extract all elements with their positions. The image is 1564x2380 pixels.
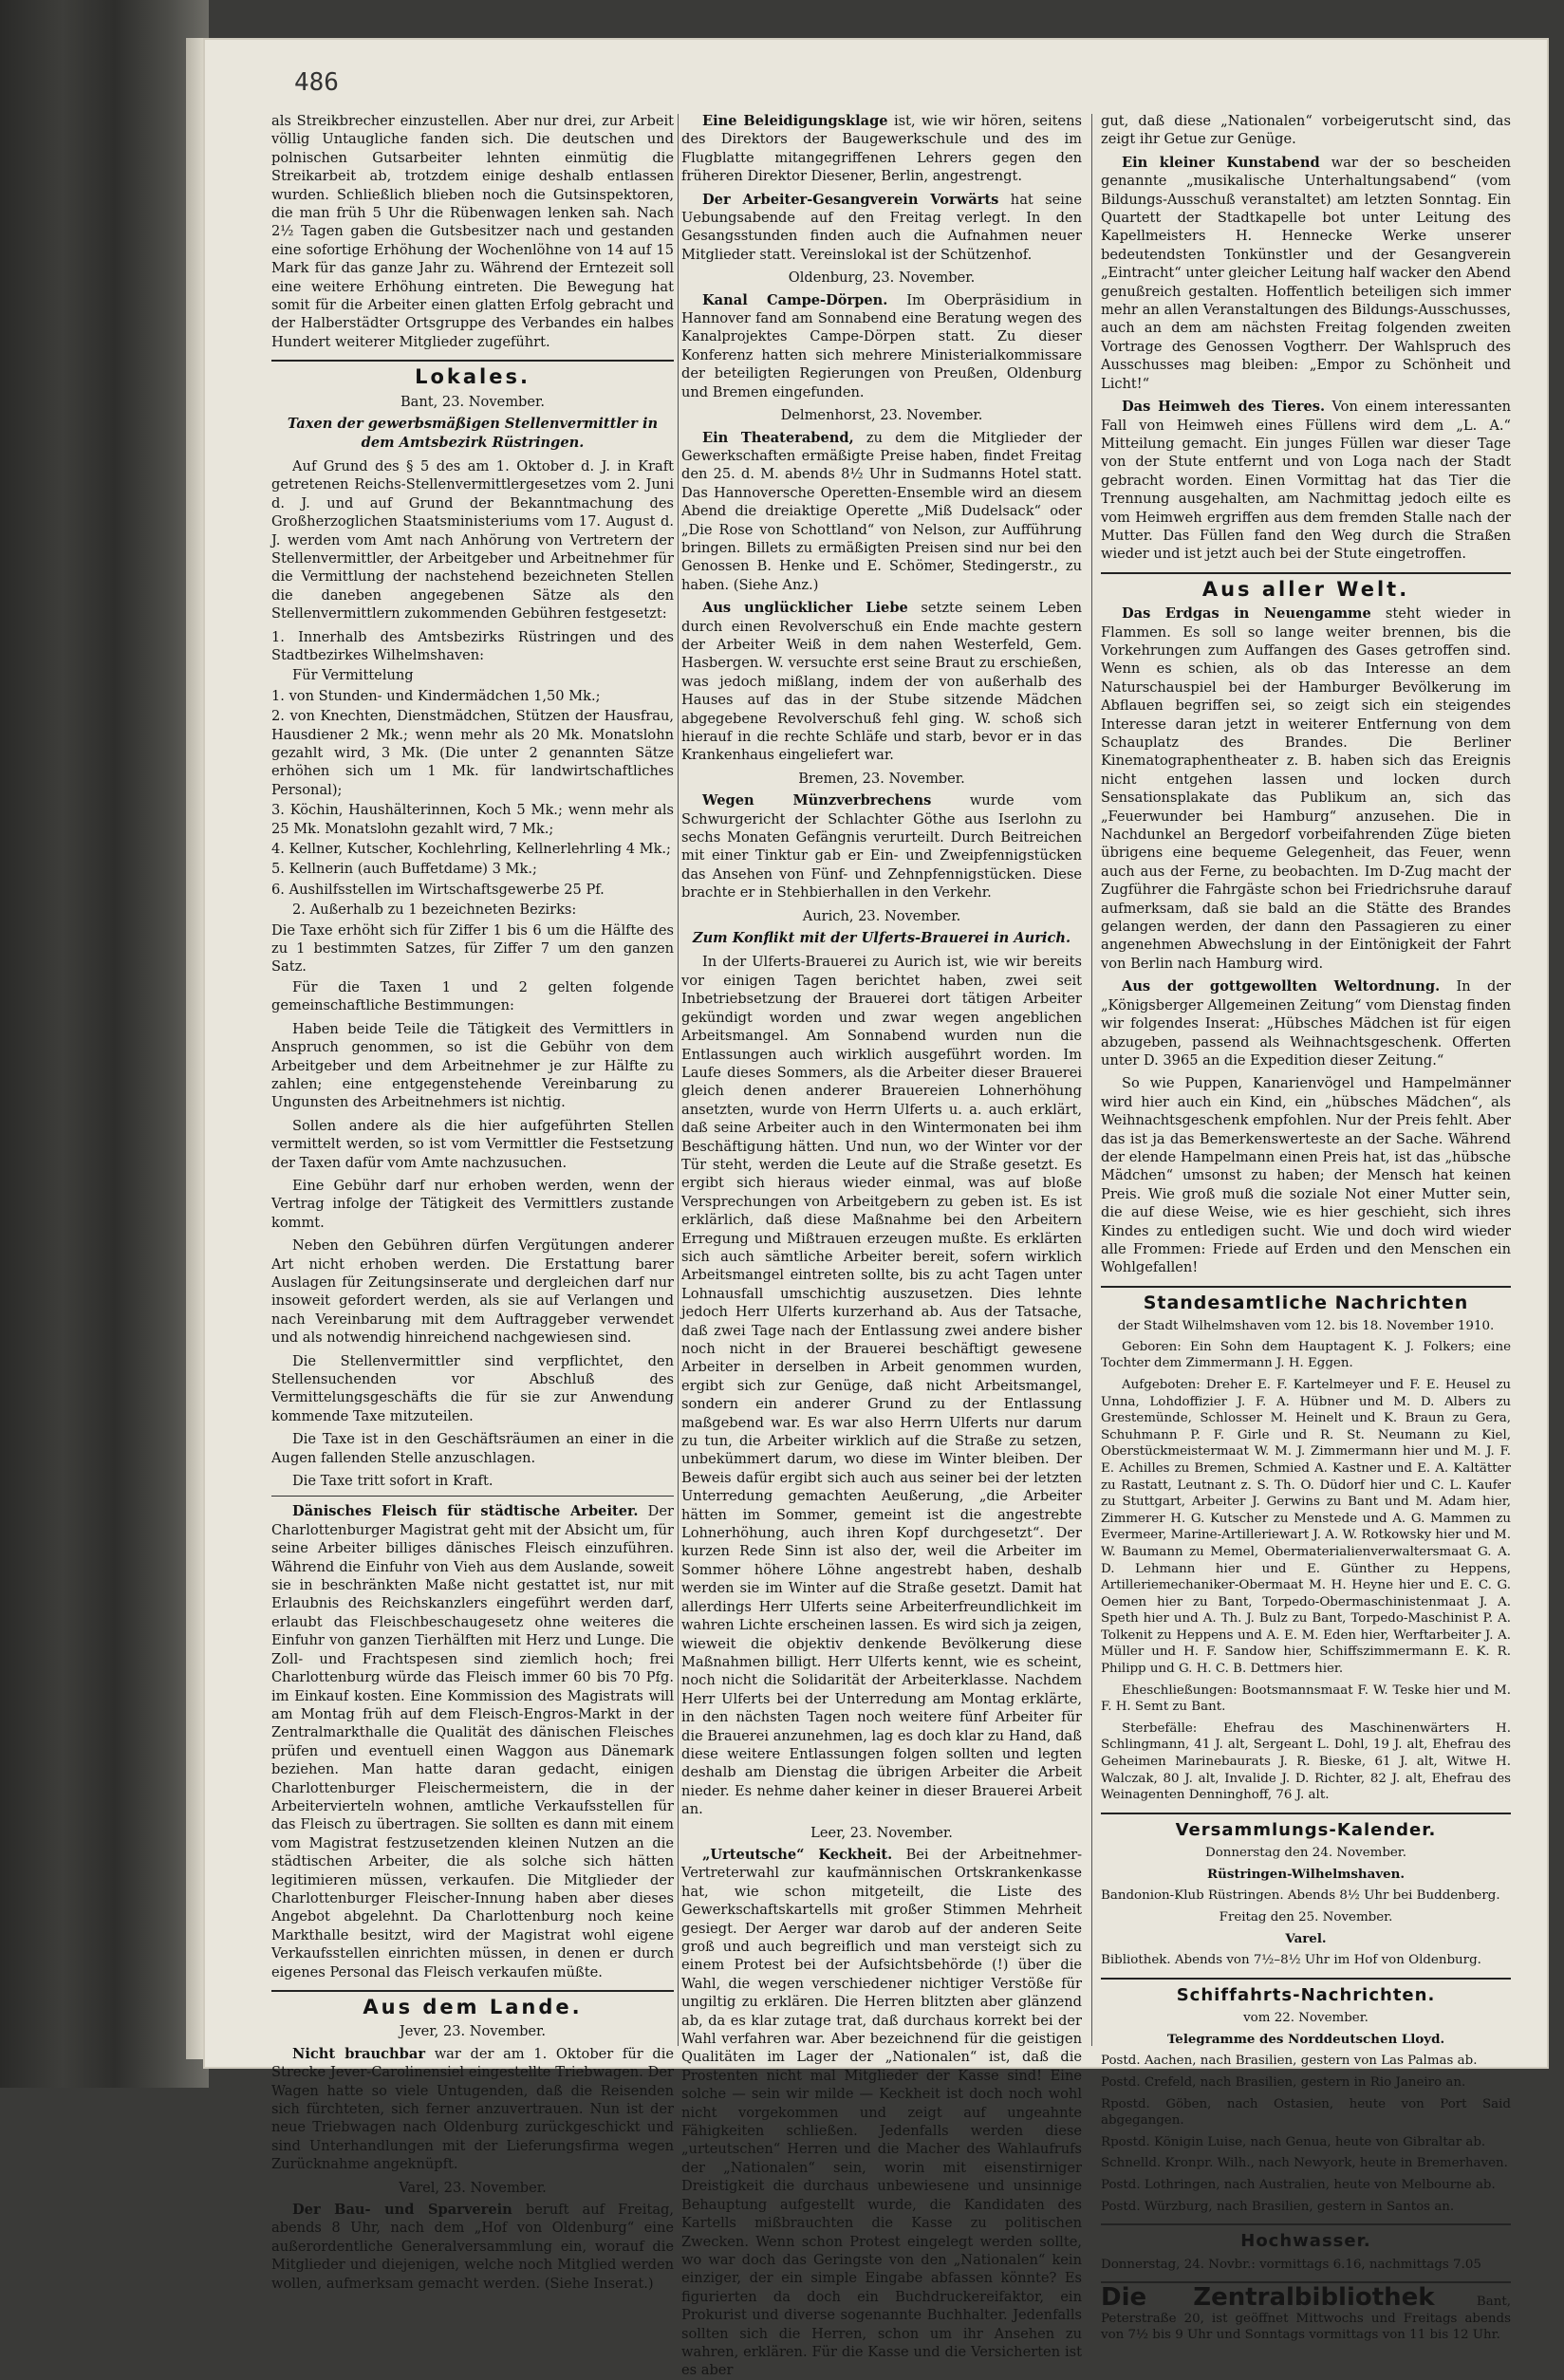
schiffahrt-line: Rpostd. Göben, nach Ostasien, heute von Port Said abgegangen. xyxy=(1101,2096,1511,2129)
versammlung-date: Donnerstag den 24. November. xyxy=(1204,1846,1406,1861)
jever-article xyxy=(271,2045,674,2174)
weltordnung-keyword: Aus der gottgewollten Weltordnung. xyxy=(1122,978,1441,995)
section-rule xyxy=(271,360,674,362)
standesamt-body xyxy=(1101,1339,1511,1804)
bestimmung: Neben den Gebühren dürfen Vergütungen anderer Art nicht erhoben werden. Die Erstattung barer Auslagen für Zeitungsinserate und dergleichen darf nur insoweit gefordert werden, als sie auf Verlangen und nach Vereinbarung mit dem Auftraggeber verwendet und als notwendig hinreichend nachgewiesen sind. xyxy=(271,1237,674,1347)
dateline-bant: Bant, 23. November. xyxy=(400,393,546,410)
standesamt-entry: Geboren: Ein Sohn dem Hauptagent K. J. Folkers; eine Tochter dem Zimmermann J. H. Eggen. xyxy=(1101,1339,1511,1371)
standesamt-entry: Eheschließungen: Bootsmannsmaat F. W. Teske hier und M. F. H. Semt zu Bant. xyxy=(1101,1683,1511,1715)
jever-keyword: Nicht brauchbar xyxy=(292,2045,426,2062)
versammlung-entry: Bandonion-Klub Rüstringen. Abends 8½ Uhr bei Buddenberg. xyxy=(1101,1888,1500,1904)
gesangverein-text: hat seine Uebungsabende auf den Freitag verlegt. In den Gesangsstunden finden auch die Aufnahmen neuer Mitglieder statt. Vereinslokal ist der Schützenhof. xyxy=(681,191,1083,263)
book-binding xyxy=(0,0,209,2088)
schiffahrt-body xyxy=(1101,2010,1511,2215)
schiffahrt-date: vom 22. November. xyxy=(1243,2011,1368,2026)
column-1 xyxy=(271,112,675,2292)
fleisch-text: Der Charlottenburger Magistrat geht mit der Absicht um, für seine Arbeiter billiges dänisches Fleisch einzuführen. Während die Einfuhr von Vieh aus dem Auslande, soweit sie in beschränkten Maße nicht gestattet ist, nur mit Erlaubnis des Reichskanzlers eingeführt werden darf, erlaubt das Fleischbeschaugesetz ohne weiteres die Einfuhr von ganzen Tierhälften mit Herz und Lunge. Die Zoll- und Frachtspesen sind ziemlich hoch; frei Charlottenburg würde das Fleisch immer 60 bis 70 Pfg. im Einkauf kosten. Eine Kommission des Magistrats will am Montag früh auf dem Fleisch-Engros-Markt in der Zentralmarkthalle die Qualität des dänischen Fleisches prüfen und eventuell einen Waggon aus Dänemark beziehen. Man hatte daran gedacht, einigen Charlottenburger Fleischermeistern, die in der Arbeitervierteln wohnen, amtliche Verkaufsstellen für das Fleisch zu übertragen. Sie sollten es dann mit einem vom Magistrat festzusetzenden kleinen Nutzen an die städtischen Arbeiter, die als solche sich hätten legitimieren müssen, verkaufen. Die Mitglieder der Charlottenburger Fleischer-Innung haben aber dieses Angebot abgelehnt. Da Charlottenburg noch keine Markthalle besitzt, wird der Magistrat wohl eigene Verkaufsstellen einrichten müssen, in denen er durch eigenes Personal das Fleisch verkaufen müßte. xyxy=(271,1503,674,1980)
aller-welt-heading: Aus aller Welt. xyxy=(1201,577,1410,601)
liebe-keyword: Aus unglücklicher Liebe xyxy=(702,600,908,617)
beleidigung-article xyxy=(681,112,1082,186)
leer-article xyxy=(681,1846,1082,2380)
column-3 xyxy=(1101,112,1512,2343)
lokales-heading: Lokales. xyxy=(415,365,531,389)
versammlung-body xyxy=(1101,1845,1511,1969)
standesamt-heading: Standesamtliche Nachrichten xyxy=(1143,1292,1469,1313)
column-divider xyxy=(1091,114,1092,2046)
ulferts-text: In der Ulferts-Brauerei zu Aurich ist, wie wir bereits vor einigen Tagen berichtet haben, zwei seit Inbetriebsetzung der Brauerei dort tätigen Arbeiter gekündigt worden und zwar wegen angeblichen Arbeitsmangel. Am Sonnabend wurden nun die Entlassungen auch wirklich ausgeführt worden. Im Laufe dieses Sommers, als die Arbeiter dieser Brauerei gleich denen anderer Brauereien Lohnerhöhung ansetzten, wurde von Herrn Ulferts u. a. auch erklärt, daß seine Arbeiter auch in den Wintermonaten bei ihm Beschäftigung hätten. Und nun, wo der Winter vor der Tür steht, werden die Leute auf die Straße gesetzt. Es ergibt sich hieraus wieder einmal, was auf bloße Versprechungen von Arbeitgebern zu geben ist. Es ist erklärlich, daß diese Maßnahme bei den Arbeitern Erregung und Mißtrauen erzeugen mußte. Es erklärten sich auch sämtliche Arbeiter bereit, sofern wirklich Arbeitsmangel eintreten sollte, bis zu acht Tagen unter Lohnausfall umschichtig auszusetzen. Dies lehnte jedoch Herr Ulferts kurzerhand ab. Aus der Tatsache, daß zwei Tage nach der Entlassung zwei andere bisher noch nicht in der Brauerei beschäftigt gewesene Arbeiter in derselben in Arbeit genommen wurden, ergibt sich zur Genüge, daß nicht Arbeitsmangel, sondern ein anderer Grund zu der Entlassung maßgebend war. Es war also Herrn Ulferts nur darum zu tun, die Arbeiter wirklich auf die Straße zu setzen, unbekümmert darum, wo diese im Winter bleiben. Der Beweis dafür ergibt sich auch aus seiner bei der letzten Unterredung gemachten Aeußerung, „die Arbeiter hätten im Sommer, gemeint ist die angestrebte Lohnerhöhung, auch ihren Kopf durchgesetzt“. Der kurzen Rede Sinn ist also der, weil die Arbeiter im Sommer höhere Löhne angestrebt haben, deshalb werden sie im Winter auf die Straße gesetzt. Damit hat allerdings Herr Ulferts seine Arbeiterfreundlichkeit im wahren Lichte erscheinen lassen. Es wird sich ja zeigen, wieweit die objektiv denkende Bevölkerung diese Maßnahmen billigt. Herr Ulferts kennt, wie es scheint, noch nicht die Solidarität der Arbeiterklasse. Nachdem Herr Ulferts bei der Unterredung am Montag erklärte, in den nächsten Tagen noch weitere fünf Arbeiter für die Brauerei anzunehmen, lag es doch klar zu Hand, daß diese weitere Entlassungen folgen sollten und legten deshalb am Dienstag die übrigen Arbeiter die Arbeit nieder. Es nehme daher keiner in dieser Brauerei Arbeit an. xyxy=(681,954,1082,1818)
fleisch-article xyxy=(271,1502,674,1981)
standesamt-entry: Aufgeboten: Dreher E. F. Kartelmeyer und F. E. Heusel zu Unna, Lohdoffizier J. F. A. Hübner und M. D. Albers zu Grestemünde, Schlosser M. Heinelt und K. Braun zu Gera, Schuhmann P. F. Girle und R. St. Neumann zu Kiel, Oberstückmeistermaat W. M. J. Zimmermann hier und M. J. F. E. Achilles zu Bremen, Schmied A. Kastner und E. A. Kaltätter zu Rastatt, Leutnant z. S. Th. O. Düdorf hier und C. L. Kaufer zu Stuttgart, Arbeiter J. Gerwins zu Bant und M. Adam hier, Zimmerer H. G. Kutscher zu Menstede und A. G. Mammen zu Evermeer, Marine-Artilleriewart J. A. W. Rotkowsky hier und M. W. Baumann zu Memel, Obermaterialienverwaltersmaat G. A. D. Lehmann hier und E. Günther zu Heppens, Artilleriemechaniker-Obermaat M. H. Heyne hier und E. C. G. Oemen hier zu Bant, Torpedo-Obermaschinistenmaat J. A. Speth hier und A. Th. J. Bulz zu Bant, Torpedo-Maschinist P. A. Tolkenit zu Heppens und A. E. M. Eden hier, Werftarbeiter J. A. Müller und H. F. Sandow hier, Schiffszimmermann E. K. R. Philipp und G. H. C. B. Dettmers hier. xyxy=(1101,1377,1511,1677)
schiffahrt-line: Schnelld. Kronpr. Wilh., nach Newyork, heute in Bremerhaven. xyxy=(1101,2156,1508,2171)
weltordnung-text-2: So wie Puppen, Kanarienvögel und Hampelmänner wird hier auch ein Kind, ein „hübsches Mädchen“, als Weihnachtsgeschenk empfohlen. Nur der Preis fehlt. Aber das ist ja das Bemerkenswerteste an der Sache. Während der elende Hampelmann einen Preis hat, ist das „hübsche Mädchen“ umsonst zu haben; der Mensch hat keinen Preis. Wie groß muß die soziale Not einer Mutter sein, die auf diese Weise, wie es hier geschieht, sich ihres Kindes zu entledigen sucht. Wie und doch wird wieder alle Frommen: Friede auf Erden und den Menschen ein Wohlgefallen! xyxy=(1101,1075,1511,1276)
taxen-item-2-text: Die Taxe erhöht sich für Ziffer 1 bis 6 um die Hälfte des zu 1 bestimmten Satzes, für Ziffer 7 um den ganzen Satz. xyxy=(271,921,674,976)
bestimmung: Haben beide Teile die Tätigkeit des Vermittlers in Anspruch genommen, so ist die Gebühr von dem Arbeitgeber und dem Arbeitnehmer je zur Hälfte zu zahlen; eine entgegenstehende Vereinbarung zu Ungunsten des Arbeitnehmers ist nichtig. xyxy=(271,1020,674,1111)
erdgas-keyword: Das Erdgas in Neuengamme xyxy=(1122,605,1371,623)
leer-text: Bei der Arbeitnehmer-Vertreterwahl zur kaufmännischen Ortskrankenkasse hat, wie schon mitgeteilt, die Liste des Gewerkschaftskartells mit großer Stimmen Mehrheit gesiegt. Der Aerger war darob auf der anderen Seite groß und auch begreiflich und man versteigt sich zu einem Protest bei der Aufsichtsbehörde (!) über die Wahl, die wegen verschiedener nichtiger Verstöße für ungiltig zu erklären. Die Herren blitzten aber glänzend ab, da es klar zutage trat, daß durchaus korrekt bei der Wahl verfahren war. Aber bezeichnend für die geistigen Qualitäten im Lager der „Nationalen“ ist, daß die Prostenten nicht mal Mitglieder der Kasse sind! Eine solche — sein wir milde — Keckheit ist doch noch wohl nicht vorgekommen und zeigt auf ungeahnte Fähigkeiten schließen. Jedenfalls werden diese „urteutschen“ Herren und die Macher des Wahlaufrufs der „Nationalen“ sein, worin mit eisenstirniger Dreistigkeit die durchaus unbewiesene und unsinnige Behauptung aufgestellt wurde, die Kandidaten des Kartells mißbrauchten die Kasse zu politischen Zwecken. Wenn schon Protest eingelegt werden sollte, wo war doch das Geringste von den „Nationalen“ kein einziger, der ein simple Eingabe abfassen könnte? Es figurierten da doch ein Buchdruckereifaktor, ein Prokurist und diverse sogenannte Buchhalter. Jedenfalls sollten sich die Herren, schon um ihr Ansehen zu wahren, erklären. Für die Kasse und die Versicherten ist es aber xyxy=(681,1846,1083,2379)
weltordnung-text: In der „Königsberger Allgemeinen Zeitung“ vom Dienstag finden wir folgendes Inserat: „Hübsches Mädchen ist für eigen abzugeben, passend als Weihnachtsgeschenk. Offerten unter D. 3965 an die Expedition dieser Zeitung.“ xyxy=(1101,978,1512,1069)
dateline-oldenburg: Oldenburg, 23. November. xyxy=(788,270,976,287)
standesamt-sub: der Stadt Wilhelmshaven vom 12. bis 18. November 1910. xyxy=(1117,1319,1495,1334)
zentralbibliothek-ad xyxy=(1101,2283,1511,2344)
taxen-line: 2. von Knechten, Dienstmädchen, Stützen der Hausfrau, Hausdiener 2 Mk.; wenn mehr als 20 Mk. Monatslohn gezahlt wird, 3 Mk. (Die unter 2 genannten Sätze erhöhen sich um 1 Mk. für landwirtschaftliches Personal); xyxy=(271,708,674,798)
schiffahrt-heading: Schiffahrts-Nachrichten. xyxy=(1176,1984,1436,2005)
varel-article xyxy=(271,2201,674,2293)
taxen-item-2: 2. Außerhalb zu 1 bezeichneten Bezirks: xyxy=(292,902,577,919)
jever-text: war der am 1. Oktober für die Strecke Jever-Carolinensiel eingestellte Triebwagen. Der Wagen hatte so viele Untugenden, daß die Reisenden sich fürchteten, sich ferner anzuvertrauen. Nun ist der neue Triebwagen nach Oldenburg zurückgeschickt und sind Unterhandlungen mit der Lieferungsfirma wegen Zurücknahme angeknüpft. xyxy=(271,2045,675,2173)
versammlung-place: Varel. xyxy=(1285,1930,1327,1946)
hochwasser-line: Donnerstag, 24. Novbr.: vormittags 6.16, nachmittags 7.05 xyxy=(1101,2257,1481,2272)
bestimmung: Eine Gebühr darf nur erhoben werden, wenn der Vertrag infolge der Tätigkeit des Vermittlers zustande kommt. xyxy=(271,1177,674,1231)
section-rule xyxy=(271,1990,674,1992)
zentralbibliothek-title: Die Zentralbibliothek xyxy=(1101,2283,1435,2313)
kanal-article xyxy=(681,291,1082,401)
schiffahrt-line: Rpostd. Königin Luise, nach Genua, heute von Gibraltar ab. xyxy=(1101,2134,1486,2149)
ulferts-title: Zum Konflikt mit der Ulferts-Brauerei in Aurich. xyxy=(692,930,1071,947)
fleisch-keyword: Dänisches Fleisch für städtische Arbeiter. xyxy=(292,1503,639,1520)
bestimmung: Die Taxe ist in den Geschäftsräumen an einer in die Augen fallenden Stelle anzuschlagen. xyxy=(271,1431,674,1466)
erdgas-article xyxy=(1101,604,1511,973)
newspaper-page xyxy=(203,38,1549,2379)
dateline-leer: Leer, 23. November. xyxy=(810,1824,953,1841)
schiffahrt-line: Postd. Crefeld, nach Brasilien, gestern in Rio Janeiro an. xyxy=(1101,2074,1466,2090)
section-rule xyxy=(1101,1813,1511,1814)
bestimmung: Die Stellenvermittler sind verpflichtet, den Stellensuchenden vor Abschluß des Vermittelungsgeschäfts die für sie zur Anwendung kommende Taxe mitzuteilen. xyxy=(271,1352,674,1424)
zentralbibliothek-text: Bant, Peterstraße 20, ist geöffnet Mittwochs und Freitags abends von 7½ bis 9 Uhr und Sonntags vormittags von 11 bis 12 Uhr. xyxy=(1101,2295,1511,2343)
section-rule xyxy=(1101,572,1511,574)
column-divider xyxy=(678,114,679,2046)
page-number: 486 xyxy=(294,68,339,97)
versammlung-date: Freitag den 25. November. xyxy=(1219,1910,1393,1924)
muenz-text: wurde vom Schwurgericht der Schlachter Göthe aus Iserlohn zu sechs Monaten Gefängnis verurteilt. Durch Beitreichen mit einer Tinktur gab er Ein- und Zweipfennigstücken das Ansehen von Fünf- und Zehnpfennigstücken. Diese brachte er in Stehbierhallen in den Verkehr. xyxy=(681,792,1082,902)
kanal-keyword: Kanal Campe-Dörpen. xyxy=(702,291,888,308)
bestimmung: Die Taxe tritt sofort in Kraft. xyxy=(292,1473,493,1490)
strike-article-end: als Streikbrecher einzustellen. Aber nur drei, zur Arbeit völlig Untaugliche fanden sich. Die deutschen und polnischen Gutsarbeiter lehnten einmütig die Streikarbeit ab, trotzdem einige deshalb entlassen wurden. Schließlich blieben noch die Gutsinspektoren, die man früh 5 Uhr die Rübenwagen lenken sah. Nach 2½ Tagen gaben die Gutsbesitzer nach und gestanden eine sofortige Erhöhung der Wochenlöhne von 14 auf 15 Mark für das ganze Jahr zu. Während der Erntezeit soll eine weitere Erhöhung eintreten. Die Bewegung hat somit für die Arbeiter einen glatten Erfolg gebracht und der Halberstädter Ortsgruppe des Verbandes ein halbes Hundert weiterer Mitglieder zugeführt. xyxy=(271,113,674,350)
dateline-jever: Jever, 23. November. xyxy=(399,2023,547,2040)
beleidigung-text: ist, wie wir hören, seitens des Direktors der Baugewerkschule und des im Flugblatte mitangegriffenen Lehrers gegen den früheren Direktor Diesener, Berlin, angestrengt. xyxy=(681,113,1082,185)
dateline-bremen: Bremen, 23. November. xyxy=(798,770,965,787)
varel-text: beruft auf Freitag, abends 8 Uhr, nach dem „Hof von Oldenburg“ eine außerordentliche Generalversammlung ein, worauf die Mitglieder und diejenigen, welche noch Mitglied werden wollen, aufmerksam gemacht werden. (Siehe Inserat.) xyxy=(271,2202,674,2292)
hochwasser-heading: Hochwasser. xyxy=(1240,2231,1371,2252)
bestimmung: Sollen andere als die hier aufgeführten Stellen vermittelt werden, so ist vom Vermittler die Festsetzung der Taxen dafür vom Amte nachzusuchen. xyxy=(271,1117,674,1171)
taxen-line: 5. Kellnerin (auch Buffetdame) 3 Mk.; xyxy=(271,861,537,878)
dateline-aurich: Aurich, 23. November. xyxy=(802,907,961,924)
theater-article xyxy=(681,429,1082,595)
heimweh-text: Von einem interessanten Fall von Heimweh eines Füllens wird dem „L. A.“ Mitteilung gemacht. Ein junges Füllen war dieser Tage von der Stute entfernt und von Loga nach der Stadt gebracht worden. Einen Vormittag hat das Tier die Trennung ausgehalten, am Nachmittag jedoch eilte es vom Heimweh ergriffen aus dem fremden Stalle nach der Mutter. Das Füllen fand den Weg durch die Straßen wieder und ist jetzt auch bei der Stute eingetroffen. xyxy=(1101,399,1511,563)
kunstabend-text: war der so bescheiden genannte „musikalische Unterhaltungsabend“ (vom Bildungs-Ausschuß veranstaltet) am letzten Sonntag. Ein Quartett der Stadtkapelle bot unter Leitung des Kapellmeisters H. Hennecke Werke unserer bedeutendsten Tonkünstler und der Gesangverein „Eintracht“ unter gleicher Leitung half wacker den Abend genußreich gestalten. Hoffentlich beteiligen sich immer mehr an allen Veranstaltungen des Bildungs-Ausschusses, auch an dem am nächsten Freitag folgenden zweiten Vortrage des Genossen Vogtherr. Der Wahlspruch des Ausschusses mag bleiben: „Empor zu Schönheit und Licht!“ xyxy=(1101,154,1512,392)
taxen-intro: Auf Grund des § 5 des am 1. Oktober d. J. in Kraft getretenen Reichs-Stellenvermittlergesetzes vom 2. Juni d. J. und auf Grund der Bekanntmachung des Großherzoglichen Staatsministeriums vom 17. August d. J. werden vom Amt nach Anhörung von Vertretern der Stellenvermittler, der Arbeitgeber und Arbeitnehmer für die Vermittlung der nachstehend bezeichneten Stellen die daneben angegebenen Sätze als den Stellenvermittlern zukommenden Gebühren festgesetzt: xyxy=(271,457,674,623)
section-rule xyxy=(1101,2223,1511,2225)
heimweh-article xyxy=(1101,398,1511,564)
column-2 xyxy=(681,112,1083,2379)
schiffahrt-line: Postd. Aachen, nach Brasilien, gestern von Las Palmas ab. xyxy=(1101,2054,1478,2069)
theater-text: zu dem die Mitglieder der Gewerkschaften ermäßigte Preise haben, findet Freitag den 25. d. M. abends 8½ Uhr in Sudmanns Hotel statt. Das Hannoversche Operetten-Ensemble wird an diesem Abend die dreiaktige Operette „Miß Dudelsack“ oder „Die Rose von Schottland“ von Nelson, zur Aufführung bringen. Billets zu ermäßigten Preisen sind nur bei den Genossen B. Henke und E. Schömer, Stedingerstr., zu haben. (Siehe Anz.) xyxy=(681,429,1082,593)
liebe-text: setzte seinem Leben durch einen Revolverschuß ein Ende machte gestern der Arbeiter Weiß in dem nahen Westerfeld, Gem. Hasbergen. W. versuchte erst seine Braut zu erschießen, was jedoch mißlang, indem der von außerhalb des Hauses auf das in der Stube sitzende Mädchen abgegebene Revolverschuß fehl ging. W. schoß sich hierauf in die rechte Schläfe und starb, bevor er in das Krankenhaus eingeliefert war. xyxy=(681,600,1082,764)
lande-heading: Aus dem Lande. xyxy=(363,1996,583,2018)
taxen-list xyxy=(271,628,674,976)
muenz-article xyxy=(681,791,1082,902)
dateline-delmenhorst: Delmenhorst, 23. November. xyxy=(780,407,983,424)
article-divider xyxy=(271,1496,674,1497)
kunstabend-keyword: Ein kleiner Kunstabend xyxy=(1122,154,1320,171)
varel-keyword: Der Bau- und Sparverein xyxy=(292,2202,512,2219)
bestimmungen: Für die Taxen 1 und 2 gelten folgende gemeinschaftliche Bestimmungen: xyxy=(271,978,674,1014)
versammlung-heading: Versammlungs-Kalender. xyxy=(1175,1819,1437,1840)
taxen-line: 1. von Stunden- und Kindermädchen 1,50 Mk.; xyxy=(271,687,601,704)
kunstabend-article xyxy=(1101,154,1511,393)
taxen-fuer: Für Vermittelung xyxy=(292,667,414,684)
versammlung-place: Rüstringen-Wilhelmshaven. xyxy=(1206,1866,1406,1882)
section-rule xyxy=(1101,1286,1511,1288)
versammlung-entry: Bibliothek. Abends von 7½–8½ Uhr im Hof von Oldenburg. xyxy=(1101,1953,1481,1968)
standesamt-entry: Sterbefälle: Ehefrau des Maschinenwärters H. Schlingmann, 41 J. alt, Sergeant L. Dohl, 19 J. alt, Ehefrau des Geheimen Marinebaurats J. R. Bieske, 61 J. alt, Witwe H. Walczak, 80 J. alt, Invalide J. D. Richter, 82 J. alt, Ehefrau des Weinagenten Denninghoff, 76 J. alt. xyxy=(1101,1720,1511,1803)
gesangverein-keyword: Der Arbeiter-Gesangverein Vorwärts xyxy=(702,191,999,208)
schiffahrt-line: Postd. Lothringen, nach Australien, heute von Melbourne ab. xyxy=(1101,2177,1496,2192)
theater-keyword: Ein Theaterabend, xyxy=(702,429,854,446)
liebe-article xyxy=(681,599,1082,765)
muenz-keyword: Wegen Münzverbrechens xyxy=(702,792,932,809)
taxen-line: 6. Aushilfsstellen im Wirtschaftsgewerbe 25 Pf. xyxy=(271,881,605,898)
weltordnung-article xyxy=(1101,977,1511,1069)
taxen-item-1: 1. Innerhalb des Amtsbezirks Rüstringen und des Stadtbezirkes Wilhelmshaven: xyxy=(271,628,674,663)
section-rule xyxy=(1101,1978,1511,1980)
schiffahrt-line: Postd. Würzburg, nach Brasilien, gestern in Santos an. xyxy=(1101,2199,1455,2214)
kanal-text: Im Oberpräsidium in Hannover fand am Sonnabend eine Beratung wegen des Kanalprojektes Campe-Dörpen statt. Zu dieser Konferenz hatten sich mehrere Ministerialkommissare der beteiligten Regierungen von Preußen, Oldenburg und Bremen eingefunden. xyxy=(681,291,1083,400)
beleidigung-keyword: Eine Beleidigungsklage xyxy=(702,113,888,129)
leer-article-end: gut, daß diese „Nationalen“ vorbeigerutscht sind, das zeigt ihr Getue zur Genüge. xyxy=(1101,113,1511,148)
taxen-line: 3. Köchin, Haushälterinnen, Koch 5 Mk.; wenn mehr als 25 Mk. Monatslohn gezahlt wird, 7 Mk.; xyxy=(271,802,674,837)
leer-keyword: „Urteutsche“ Keckheit. xyxy=(702,1846,893,1863)
gesangverein-article xyxy=(681,191,1082,265)
taxen-line: 4. Kellner, Kutscher, Kochlehrling, Kellnerlehrling 4 Mk.; xyxy=(271,841,671,858)
erdgas-text: steht wieder in Flammen. Es soll so lange weiter brennen, bis die Vorkehrungen zum Auffangen des Gases getroffen sind. Wenn es schien, als ob das Interesse an dem Naturschauspiel bei der Hamburger Bevölkerung im Abflauen begriffen sei, so zeigt sich ein steigendes Interesse daran jetzt in weiterer Entfernung von dem Schauplatz des Brandes. Die Berliner Kinematographentheater z. B. haben sich das Ereignis nicht entgehen lassen und locken durch Sensationsplakate das Publikum an, sich das „Feuerwunder bei Hamburg“ anzusehen. Die in Nachdunkel an Bergedorf vorbeifahrenden Züge bieten übrigens eine bequeme Gelegenheit, das Feuer, wenn auch aus der Ferne, zu beobachten. Im D-Zug macht der Zugführer die Fahrgäste schon bei Friedrichsruhe darauf aufmerksam, daß sie bald an die Stätte des Brandes gelangen werden, der dann den Passagieren zu einer angenehmen Abwechslung in der Eintönigkeit der Fahrt von Berlin nach Hamburg wird. xyxy=(1101,605,1511,972)
dateline-varel: Varel, 23. November. xyxy=(399,2179,547,2196)
taxen-title: Taxen der gewerbsmäßigen Stellenvermittler in dem Amtsbezirk Rüstringen. xyxy=(287,416,659,451)
schiffahrt-source: Telegramme des Norddeutschen Lloyd. xyxy=(1166,2031,1445,2047)
heimweh-keyword: Das Heimweh des Tieres. xyxy=(1122,399,1326,416)
